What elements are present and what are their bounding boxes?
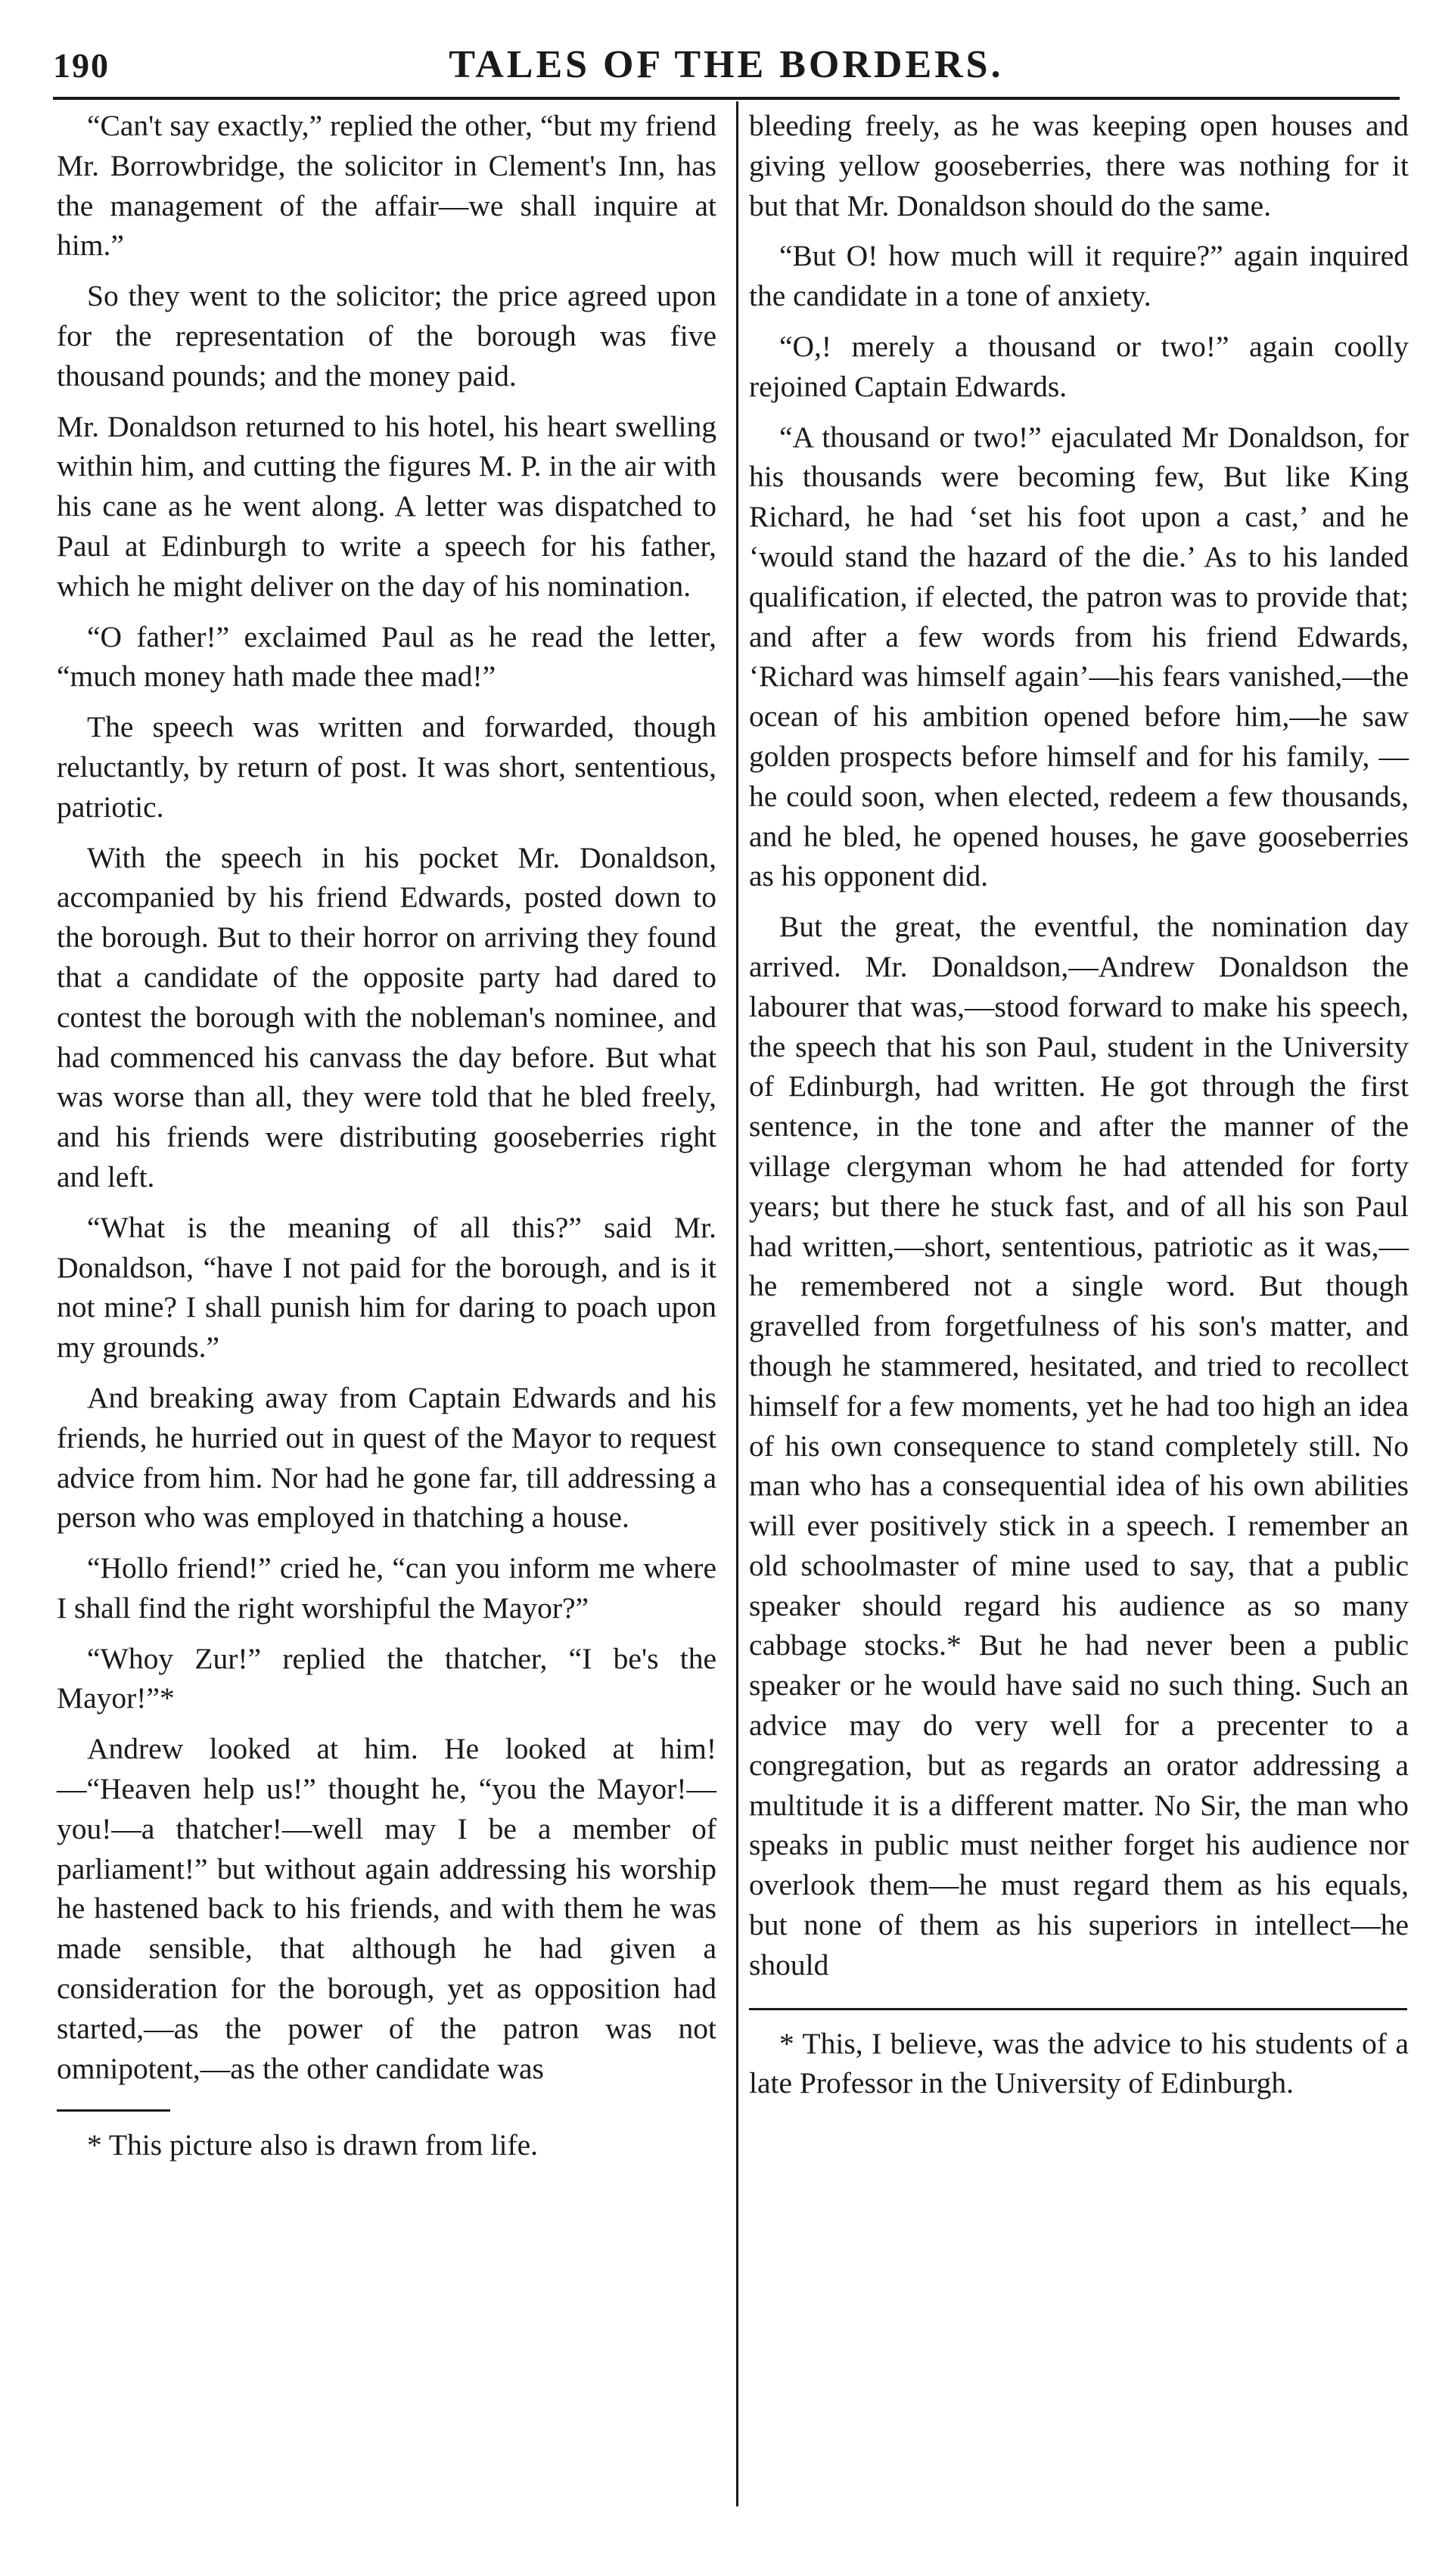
header-rule [53,97,1400,100]
paragraph: “A thousand or two!” ejaculated Mr Donaldson, for his thousands were becoming few, But like King Richard, he had ‘set his foot upon a cast,’ and he ‘would stand the hazard of the die.’ As to his landed qualification, if elected, the patron was to provide that; and after a few words from his friend Edwards, ‘Richard was himself again’—his fears vanished,—the ocean of his ambition opened before him,—he saw golden prospects before himself and for his family, —he could soon, when elected, redeem a few thousands, and he bled, he opened houses, he gave gooseberries as his opponent did. [749,420,1409,893]
paragraph: With the speech in his pocket Mr. Donaldson, accompanied by his friend Edwards, posted down to the borough. But to their horror on arriving they found that a candidate of the opposite party had dared to contest the borough with the nobleman's nominee, and had commenced his canvass the day before. But what was worse than all, they were told that he bled freely, and his friends were distributing gooseberries right and left. [57,840,716,1193]
paragraph: “O,! merely a thousand or two!” again coolly rejoined Captain Edwards. [749,329,1409,403]
right-column [749,106,1409,2114]
column-divider [736,101,738,2506]
footnote: * This, I believe, was the advice to his students of a late Professor in the University of Edinburgh. [749,2026,1409,2100]
paragraph: bleeding freely, as he was keeping open houses and giving yellow gooseberries, there was nothing for it but that Mr. Donaldson should do the same. [749,109,1409,222]
paragraph: “What is the meaning of all this?” said Mr. Donaldson, “have I not paid for the borough, and is it not mine? I shall punish him for daring to poach upon my grounds.” [57,1210,716,1364]
paragraph: And breaking away from Captain Edwards and his friends, he hurried out in quest of the Mayor to request advice from him. Nor had he gone far, till addressing a person who was employed in thatching a house. [57,1380,716,1535]
page-number: 190 [53,46,110,85]
paragraph: “But O! how much will it require?” again inquired the candidate in a tone of anxiety. [749,239,1409,313]
left-column [57,106,716,2176]
footnote-rule [749,2008,1407,2010]
paragraph: “O father!” exclaimed Paul as he read the letter, “much money hath made thee mad!” [57,619,716,694]
page-header [53,36,1400,97]
footnote: * This picture also is drawn from life. [87,2128,539,2162]
paragraph: “Hollo friend!” cried he, “can you inform me where I shall find the right worshipful the Mayor?” [57,1551,716,1625]
paragraph: So they went to the solicitor; the price agreed upon for the representation of the borough was five thousand pounds; and the money paid. [57,279,716,393]
paragraph: Mr. Donaldson returned to his hotel, his heart swelling within him, and cutting the figures M. P. in the air with his cane as he went along. A letter was dispatched to Paul at Edinburgh to write a speech for his father, which he might deliver on the day of his nomination. [57,409,716,603]
footnote-rule [57,2109,170,2112]
paragraph: “Whoy Zur!” replied the thatcher, “I be's the Mayor!”* [57,1641,716,1715]
running-title: TALES OF THE BORDERS. [449,43,1004,86]
paragraph: But the great, the eventful, the nomination day arrived. Mr. Donaldson,—Andrew Donaldson the labourer that was,—stood forward to make his speech, the speech that his son Paul, student in the University of Edinburgh, had written. He got through the first sentence, in the tone and after the manner of the village clergyman whom he had attended for forty years; but there he stuck fast, and of all his son Paul had written,—short, sententious, patriotic as it was,—he remembered not a single word. But though gravelled from forgetfulness of his son's matter, and though he stammered, hesitated, and tried to recollect himself for a few moments, yet he had too high an idea of his own consequence to stand completely still. No man who has a consequential idea of his own abilities will ever positively stick in a speech. I remember an old schoolmaster of mine used to say, that a public speaker should regard his audience as so many cabbage stocks.* But he had never been a public speaker or he would have said no such thing. Such an advice may do very well for a precenter to a congregation, but as regards an orator addressing a multitude it is a different matter. No Sir, the man who speaks in public must neither forget his audience nor overlook them—he must regard them as his equals, but none of them as his superiors in intellect—he should [749,910,1409,1982]
paragraph: Andrew looked at him. He looked at him! —“Heaven help us!” thought he, “you the Mayor!—you!—a thatcher!—well may I be a member of parliament!” but without again addressing his worship he hastened back to his friends, and with them he was made sensible, that although he had given a consideration for the borough, yet as opposition had started,—as the power of the patron was not omnipotent,—as the other candidate was [57,1732,716,2085]
paragraph: “Can't say exactly,” replied the other, “but my friend Mr. Borrowbridge, the solicitor in Clement's Inn, has the management of the affair—we shall inquire at him.” [57,109,716,262]
paragraph: The speech was written and forwarded, though reluctantly, by return of post. It was short, sententious, patriotic. [57,710,716,824]
